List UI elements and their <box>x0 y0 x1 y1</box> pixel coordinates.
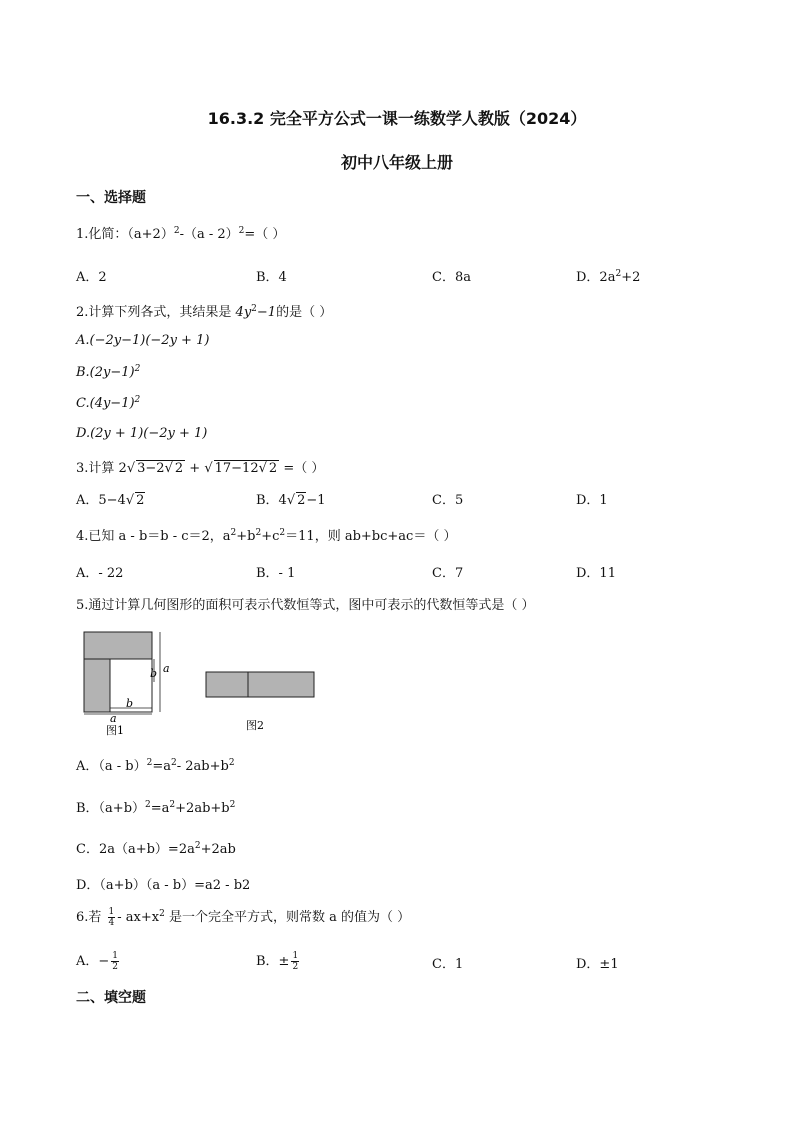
question-2-expr: 4y <box>235 305 252 320</box>
question-2-option-c <box>76 395 140 411</box>
question-1-exp-1: 2 <box>173 226 180 236</box>
question-2-option-c-exp: 2 <box>134 395 141 405</box>
question-4-option-a: A．- 22 <box>76 566 124 581</box>
question-3-option-a-sqrt-sign: √ <box>125 493 135 508</box>
question-6-post: 是一个完全平方式，则常数 a 的值为（ ） <box>169 910 411 925</box>
question-5-option-b-exp-3: 2 <box>229 800 236 810</box>
question-1-option-c: C．8a <box>432 270 471 285</box>
figure-2-left-rect <box>206 672 248 697</box>
question-6-option-c: C．1 <box>432 957 464 972</box>
question-3-option-b-pre: B．4 <box>256 493 287 508</box>
question-2-option-b <box>76 364 140 380</box>
question-1-option-d <box>576 266 640 285</box>
question-6-option-b-den: 2 <box>292 962 299 972</box>
question-2-option-a: A.(−2y−1)(−2y + 1) <box>76 333 210 348</box>
question-2-option-b-exp: 2 <box>134 364 141 374</box>
question-3-r1-sqrt-sign: √ <box>164 461 173 476</box>
page-title: 16.3.2 完全平方公式一课一练数学人教版（2024） <box>207 109 587 128</box>
question-4-p1: +b <box>236 529 256 544</box>
question-5-option-a-mid: =a <box>152 759 172 774</box>
question-5: 5.通过计算几何图形的面积可表示代数恒等式，图中可表示的代数恒等式是（ ） <box>76 598 535 613</box>
figure-1-top-strip <box>84 632 152 659</box>
question-5-option-c-pre: C．2a（a+b）=2a <box>76 842 195 857</box>
question-2-pre: 2.计算下列各式，其结果是 <box>76 305 232 320</box>
question-2-option-b-pre: B.(2y−1) <box>76 365 135 380</box>
question-6-option-b <box>256 950 301 972</box>
question-6-option-a-fraction <box>111 951 119 972</box>
question-5-option-a-mid2: - 2ab+b <box>176 759 229 774</box>
question-4 <box>76 525 456 544</box>
question-6-option-a-den: 2 <box>112 962 119 972</box>
question-5-option-b-exp-1: 2 <box>145 800 151 810</box>
question-6-option-b-fraction <box>291 951 299 972</box>
question-5-option-b-mid2: +2ab+b <box>175 801 230 816</box>
question-5-option-b <box>76 797 235 816</box>
question-3-sqrt-1 <box>136 460 185 476</box>
question-4-pre: 4.已知 a - b＝b - c＝2，a <box>76 529 231 544</box>
question-5-option-b-mid: =a <box>150 801 170 816</box>
question-3-r2b: 2 <box>268 461 278 476</box>
question-3-option-a <box>76 489 145 508</box>
question-5-option-a-exp-2: 2 <box>171 758 177 768</box>
question-3-option-a-rad: 2 <box>136 493 145 508</box>
question-5-figure <box>76 626 336 738</box>
question-3 <box>76 457 324 476</box>
page-subtitle: 初中八年级上册 <box>340 153 453 172</box>
question-4-exp-2: 2 <box>255 528 262 538</box>
figure-1-label-b-horizontal: b <box>126 697 134 710</box>
question-6-fraction <box>108 907 116 928</box>
question-3-r2-sqrt-sign: √ <box>258 461 267 476</box>
question-4-option-c: C．7 <box>432 566 464 581</box>
question-6-exp: 2 <box>159 909 165 919</box>
figure-1-label-a-vertical: a <box>163 662 170 675</box>
question-2-exp: 2 <box>251 304 257 314</box>
question-2-option-d: D.(2y + 1)(−2y + 1) <box>76 426 208 441</box>
question-6-fraction-den: 4 <box>108 918 115 928</box>
question-3-option-a-pre: A．5−4 <box>76 493 126 508</box>
question-2-post: 的是（ ） <box>276 305 333 320</box>
figure-1-left-strip <box>84 659 110 712</box>
question-5-option-c-post: +2ab <box>200 842 236 857</box>
question-1-pre: 1.化简：（a+2） <box>76 227 174 242</box>
question-3-plus: + <box>189 461 201 476</box>
question-3-coef: 2 <box>118 461 127 476</box>
question-6-option-b-num: 1 <box>292 951 299 961</box>
question-3-option-d: D．1 <box>576 493 608 508</box>
question-5-option-d: D．（a+b）（a - b）=a2 - b2 <box>76 878 251 893</box>
section-fill-heading: 二、填空题 <box>76 990 146 1006</box>
question-3-post: =（ ） <box>283 461 325 476</box>
question-3-r2: 17−12 <box>214 461 259 476</box>
question-3-sqrt-2-sign: √ <box>204 461 213 476</box>
question-4-post: ＝11，则 ab+bc+ac＝（ ） <box>285 529 457 544</box>
question-3-sqrt-1-sign: √ <box>126 461 136 476</box>
question-5-option-a-exp-3: 2 <box>228 758 235 768</box>
question-4-exp-3: 2 <box>279 528 286 538</box>
question-5-option-c <box>76 838 236 857</box>
question-1-mid: -（a - 2） <box>179 227 239 242</box>
question-1-option-d-pre: D．2a <box>576 270 616 285</box>
question-2 <box>76 301 332 320</box>
question-6-option-d: D．±1 <box>576 957 619 972</box>
question-3-option-b <box>256 489 326 508</box>
question-4-option-b: B．- 1 <box>256 566 296 581</box>
section-choice-heading: 一、选择题 <box>76 190 146 206</box>
question-5-option-a-exp-1: 2 <box>146 758 153 768</box>
question-3-r1b: 2 <box>174 461 184 476</box>
question-2-expr-post: −1 <box>256 305 277 320</box>
question-6 <box>76 906 410 928</box>
question-5-option-a-pre: A．（a - b） <box>76 759 147 774</box>
question-6-mid: - ax+x <box>117 910 160 925</box>
question-6-fraction-num: 1 <box>108 907 115 917</box>
question-1-post: =（ ） <box>244 227 286 242</box>
figure-2-right-rect <box>248 672 314 697</box>
question-3-r1: 3−2 <box>137 461 165 476</box>
figure-1-label-a-horizontal: a <box>110 712 117 725</box>
question-3-option-c: C．5 <box>432 493 464 508</box>
question-6-pre: 6.若 <box>76 910 102 925</box>
question-3-sqrt-2 <box>214 460 280 476</box>
question-2-option-c-pre: C.(4y−1) <box>76 396 135 411</box>
question-1-option-d-post: +2 <box>621 270 641 285</box>
question-4-option-d: D．11 <box>576 566 616 581</box>
question-5-option-b-pre: B．（a+b） <box>76 801 146 816</box>
figure-2-caption: 图2 <box>246 719 264 732</box>
question-5-option-c-exp: 2 <box>194 841 201 851</box>
question-1-option-d-exp: 2 <box>615 269 622 279</box>
question-5-option-b-exp-2: 2 <box>169 800 176 810</box>
question-1-exp-2: 2 <box>238 226 245 236</box>
question-3-option-b-rad: 2 <box>297 493 306 508</box>
question-6-option-a <box>76 950 121 972</box>
figure-1-caption: 图1 <box>106 724 124 737</box>
question-1-option-a: A．2 <box>76 270 107 285</box>
question-3-option-b-post: −1 <box>306 493 326 508</box>
question-3-option-b-sqrt-sign: √ <box>286 493 296 508</box>
question-6-option-b-pre: B．± <box>256 954 290 969</box>
question-6-option-a-num: 1 <box>112 951 119 961</box>
question-5-option-a <box>76 755 235 774</box>
question-4-exp-1: 2 <box>230 528 237 538</box>
question-6-option-a-pre: A．− <box>76 954 110 969</box>
question-1-option-b: B．4 <box>256 270 287 285</box>
question-4-p2: +c <box>261 529 280 544</box>
question-1 <box>76 223 285 242</box>
figure-1-label-b-vertical: b <box>150 667 158 680</box>
question-3-pre: 3.计算 <box>76 461 115 476</box>
